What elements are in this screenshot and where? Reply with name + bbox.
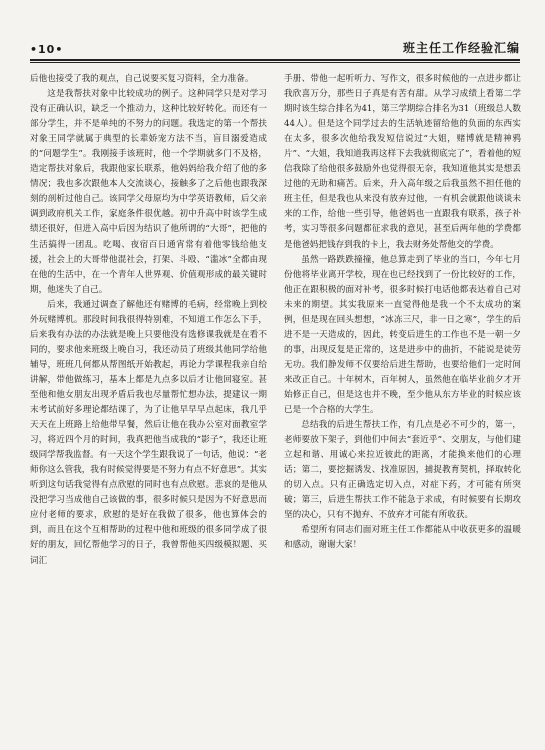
paragraph: 后来，我通过调查了解他还有赌博的毛病，经常晚上到校外玩赌博机。那段时间我很得特别难，不知道工作怎么下手，后来我有办法的办法就是晚上只要他没有选修课我就是在看不同的，要求他来班级上晚自习，我还动员了班级其他同学给他辅导，班班几何都从帮图纸开始教起，再论力学课程我亲自给讲解，带他做练习，基本上都是九点多以后才让他回寝室。甚至他和他女朋友出现矛盾后我也尽量帮忙想办法，提建议一期末考试前好多理论都结课了，为了让他早早早点起床，我几乎天天在上班路上给他带早餐，然后让他在我办公室对面教室学习，将近四个月的时间，我真把他当成我的“影子”，我还让班级同学帮我监督。有一天这个学生跟我说了一句话，他说：“老师你这么管我，我有时候觉得要是不努力有点不好意思”。其实听到这句话我觉得有点欣慰的同时也有点欣慰。悲哀的是他从没把学习当成他自己该做的事，很多时候只是因为不好意思而应付老师的要求，欣慰的是好在我做了很多，他也算体会的到，而且在这个互相帮助的过程中他和班级的很多同学成了很好的朋友，回忆帮他学习的日子，我曾帮他买四级模拟题、买词汇 <box>30 299 267 566</box>
paragraph: 总结我的后进生帮扶工作，有几点是必不可少的，第一，老师要放下架子，到他们中间去“套近乎”、交朋友，与他们建立起和谐、用诚心来拉近彼此的距离，才能换来他们的心理话；第二，要挖掘诱发、找准原因，捕捉教育契机，择取转化的切入点。只有正确选定切入点，对症下药，才可能有所突破；第三，后进生帮扶工作不能急于求成，有时候要有长期攻坚的决心，只有不抛弃、不放弃才可能有所收获。 <box>284 420 521 521</box>
paragraph: 希望所有同志们面对班主任工作都能从中收获更多的温暖和感动，谢谢大家！ <box>284 525 521 551</box>
header-rule-thick <box>30 59 520 61</box>
paragraph: 手册、带他一起听听力、写作文，很多时候他的一点进步都让我欣喜万分，那些日子真是有苦有甜。从学习成绩上看第二学期时该生综合排名为41，第三学期综合排名为31（班级总人数44人）。但是这个同学过去的生活轨迹留给他的负面的东西实在太多，很多次他给我发短信说过“大姐，赌博就是精神鸦片”、“大姐，我知道我再这样下去我就彻底完了”，看着他的短信我除了给他很多鼓励外也觉得很无奈，我知道他其实是想丢过他的无助和痛苦。后来，升入高年级之后我虽然不担任他的班主任，但是我也从来没有放弃过他，一有机会就跟他谈谈未来的工作，给他一些引导，他爸妈也一直跟我有联系，孩子补考，实习等很多问题都征求我的意见，甚至后两年他的学费都是他爸妈把钱存到我的卡上，我去财务处帮他交的学费。 <box>284 74 521 250</box>
page-number: •10• <box>30 43 64 56</box>
paragraph: 后他也接受了我的观点，自己说要买复习资料，全力准备。 <box>30 74 254 84</box>
journal-title: 班主任工作经验汇编 <box>402 41 520 55</box>
paragraph: 这是我帮扶对象中比较成功的例子。这种同学只是对学习没有正确认识，缺乏一个推动力，这种比较好转化。而还有一部分学生，并不是单纯的不努力的问题。我选定的第一个帮扶对象王同学就属于典型的长辈娇宠方法不当，盲目溺爱造成的“问题学生”。我刚接手该班时，他一个学期就多门不及格，造定帮扶对象后，我跟他家长联系，他妈妈给我介绍了他的多情况；我也多次跟他本人交流谈心，接触多了之后他也跟我深刻的剖析过他自己。该同学父母原均为中学英语教师，后父亲调到政府机关工作，家庭条件很优越。初中升高中时该学生成绩还很好，但进入高中后因为结识了他所谓的“大哥”，把他的生活搞得一团乱。吃喝、夜宿百日通宵常有着他零钱给他支援，社会上的大哥带他混社会，打架、斗殴、“滥冰”全都由现在他的生活中，在一个青年人世界观、价值观形成的最关键时期，他迷失了自己。 <box>30 89 267 295</box>
header-rule-thin <box>30 62 520 63</box>
paragraph: 虽然一路跌跌撞撞，他总算走到了毕业的当口，今年七月份他将毕业离开学校，现在也已经找到了一份比较好的工作，他正在跟积极的面对补考，很多时候打电话他都表达着自己对未来的期望。其实我原来一直觉得他是我一个不太成功的案例，但是现在回头想想，“冰冻三尺，非一日之寒”，学生的后进不是一天造成的，因此，转变后进生的工作也不是一朝一夕的事，出现反复是正常的，这是进步中的曲折，不能说是徒劳无功。我们静发师不仅要给后进生帮助，也要给他们一定时间来改正自己。十年树木，百年树人，虽然他在临毕业前夕才开始修正自己，但是这也并不晚，至少他从东方毕业的时候应该已是一个合格的大学生。 <box>284 254 521 416</box>
left-column <box>30 72 267 712</box>
page-header <box>30 40 520 56</box>
right-column <box>284 72 521 712</box>
